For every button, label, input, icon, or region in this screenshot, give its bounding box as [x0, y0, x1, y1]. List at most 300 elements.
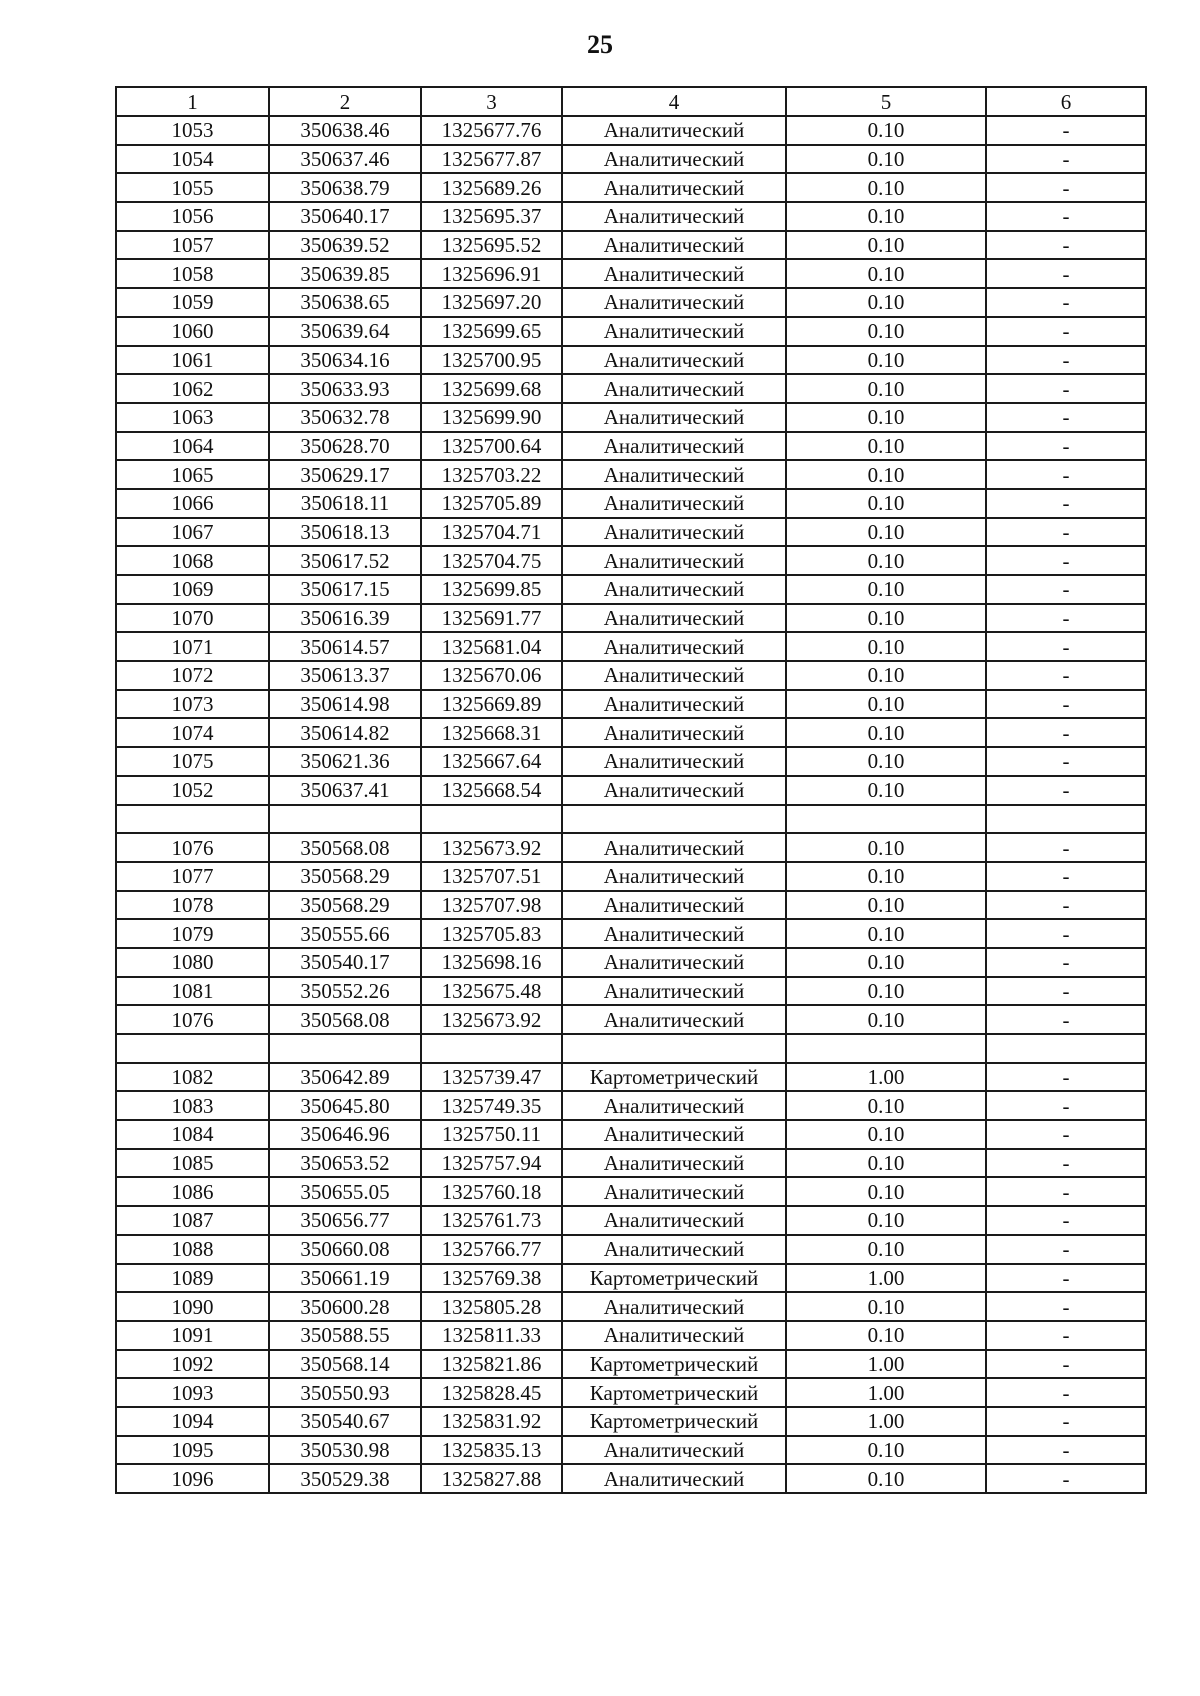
x-coordinate-cell: 350616.39 — [269, 604, 421, 633]
point-number-cell: 1073 — [116, 690, 269, 719]
method-cell: Аналитический — [562, 403, 786, 432]
x-coordinate-cell: 350639.64 — [269, 317, 421, 346]
note-cell: - — [986, 202, 1146, 231]
method-cell: Аналитический — [562, 661, 786, 690]
x-coordinate-cell: 350552.26 — [269, 977, 421, 1006]
column-header-1: 1 — [116, 87, 269, 116]
y-coordinate-cell: 1325696.91 — [421, 259, 562, 288]
accuracy-cell: 0.10 — [786, 718, 986, 747]
point-number-cell: 1084 — [116, 1120, 269, 1149]
method-cell: Аналитический — [562, 919, 786, 948]
x-coordinate-cell: 350655.05 — [269, 1177, 421, 1206]
y-coordinate-cell: 1325828.45 — [421, 1378, 562, 1407]
table-row — [116, 833, 1146, 862]
x-coordinate-cell: 350530.98 — [269, 1436, 421, 1465]
note-cell: - — [986, 1407, 1146, 1436]
note-cell: - — [986, 317, 1146, 346]
point-number-cell: 1087 — [116, 1206, 269, 1235]
point-number-cell: 1094 — [116, 1407, 269, 1436]
x-coordinate-cell: 350632.78 — [269, 403, 421, 432]
coordinates-table — [115, 86, 1147, 1494]
point-number-cell: 1086 — [116, 1177, 269, 1206]
y-coordinate-cell: 1325750.11 — [421, 1120, 562, 1149]
accuracy-cell: 1.00 — [786, 1378, 986, 1407]
point-number-cell: 1061 — [116, 346, 269, 375]
accuracy-cell: 0.10 — [786, 776, 986, 805]
method-cell: Аналитический — [562, 1177, 786, 1206]
point-number-cell: 1067 — [116, 518, 269, 547]
point-number-cell: 1090 — [116, 1292, 269, 1321]
method-cell: Аналитический — [562, 1292, 786, 1321]
table-row — [116, 1206, 1146, 1235]
y-coordinate-cell: 1325668.54 — [421, 776, 562, 805]
point-number-cell — [116, 1034, 269, 1063]
x-coordinate-cell: 350588.55 — [269, 1321, 421, 1350]
method-cell: Аналитический — [562, 202, 786, 231]
x-coordinate-cell: 350653.52 — [269, 1149, 421, 1178]
x-coordinate-cell: 350618.11 — [269, 489, 421, 518]
x-coordinate-cell: 350639.52 — [269, 231, 421, 260]
table-row — [116, 1436, 1146, 1465]
x-coordinate-cell: 350633.93 — [269, 374, 421, 403]
accuracy-cell: 0.10 — [786, 1436, 986, 1465]
table-row — [116, 632, 1146, 661]
point-number-cell: 1083 — [116, 1091, 269, 1120]
point-number-cell: 1093 — [116, 1378, 269, 1407]
x-coordinate-cell: 350568.14 — [269, 1350, 421, 1379]
table-row — [116, 1321, 1146, 1350]
x-coordinate-cell: 350637.46 — [269, 145, 421, 174]
accuracy-cell: 1.00 — [786, 1350, 986, 1379]
method-cell — [562, 1034, 786, 1063]
note-cell: - — [986, 632, 1146, 661]
y-coordinate-cell: 1325707.98 — [421, 891, 562, 920]
table-row — [116, 460, 1146, 489]
column-header-6: 6 — [986, 87, 1146, 116]
note-cell: - — [986, 661, 1146, 690]
y-coordinate-cell: 1325704.75 — [421, 546, 562, 575]
accuracy-cell: 0.10 — [786, 833, 986, 862]
x-coordinate-cell: 350637.41 — [269, 776, 421, 805]
method-cell: Аналитический — [562, 546, 786, 575]
x-coordinate-cell: 350618.13 — [269, 518, 421, 547]
method-cell: Аналитический — [562, 518, 786, 547]
method-cell: Аналитический — [562, 862, 786, 891]
table-row — [116, 891, 1146, 920]
accuracy-cell: 0.10 — [786, 460, 986, 489]
note-cell — [986, 805, 1146, 834]
table-row — [116, 259, 1146, 288]
accuracy-cell: 0.10 — [786, 604, 986, 633]
note-cell: - — [986, 718, 1146, 747]
method-cell: Аналитический — [562, 1436, 786, 1465]
y-coordinate-cell: 1325835.13 — [421, 1436, 562, 1465]
note-cell: - — [986, 1464, 1146, 1493]
x-coordinate-cell: 350600.28 — [269, 1292, 421, 1321]
table-row — [116, 1235, 1146, 1264]
y-coordinate-cell: 1325669.89 — [421, 690, 562, 719]
point-number-cell: 1089 — [116, 1264, 269, 1293]
point-number-cell: 1071 — [116, 632, 269, 661]
y-coordinate-cell: 1325805.28 — [421, 1292, 562, 1321]
method-cell: Аналитический — [562, 116, 786, 145]
accuracy-cell: 0.10 — [786, 259, 986, 288]
table-row — [116, 231, 1146, 260]
y-coordinate-cell: 1325700.95 — [421, 346, 562, 375]
note-cell: - — [986, 546, 1146, 575]
accuracy-cell: 0.10 — [786, 632, 986, 661]
method-cell: Картометрический — [562, 1063, 786, 1092]
note-cell: - — [986, 1235, 1146, 1264]
method-cell: Аналитический — [562, 1091, 786, 1120]
table-row — [116, 604, 1146, 633]
y-coordinate-cell: 1325760.18 — [421, 1177, 562, 1206]
table-row — [116, 1120, 1146, 1149]
note-cell: - — [986, 747, 1146, 776]
note-cell: - — [986, 1120, 1146, 1149]
accuracy-cell: 1.00 — [786, 1407, 986, 1436]
x-coordinate-cell: 350529.38 — [269, 1464, 421, 1493]
note-cell: - — [986, 1206, 1146, 1235]
method-cell: Аналитический — [562, 317, 786, 346]
x-coordinate-cell: 350614.82 — [269, 718, 421, 747]
table-row — [116, 575, 1146, 604]
y-coordinate-cell: 1325831.92 — [421, 1407, 562, 1436]
table-row — [116, 288, 1146, 317]
point-number-cell: 1078 — [116, 891, 269, 920]
y-coordinate-cell: 1325691.77 — [421, 604, 562, 633]
point-number-cell: 1058 — [116, 259, 269, 288]
point-number-cell: 1074 — [116, 718, 269, 747]
x-coordinate-cell: 350642.89 — [269, 1063, 421, 1092]
note-cell: - — [986, 948, 1146, 977]
x-coordinate-cell: 350638.46 — [269, 116, 421, 145]
y-coordinate-cell: 1325827.88 — [421, 1464, 562, 1493]
note-cell: - — [986, 518, 1146, 547]
point-number-cell: 1059 — [116, 288, 269, 317]
point-number-cell: 1070 — [116, 604, 269, 633]
method-cell: Аналитический — [562, 460, 786, 489]
note-cell: - — [986, 116, 1146, 145]
table-row — [116, 374, 1146, 403]
x-coordinate-cell: 350550.93 — [269, 1378, 421, 1407]
x-coordinate-cell: 350555.66 — [269, 919, 421, 948]
accuracy-cell: 0.10 — [786, 489, 986, 518]
note-cell: - — [986, 977, 1146, 1006]
method-cell: Аналитический — [562, 231, 786, 260]
accuracy-cell: 0.10 — [786, 518, 986, 547]
table-row — [116, 805, 1146, 834]
method-cell: Аналитический — [562, 173, 786, 202]
table-row — [116, 948, 1146, 977]
accuracy-cell — [786, 1034, 986, 1063]
y-coordinate-cell: 1325697.20 — [421, 288, 562, 317]
table-row — [116, 546, 1146, 575]
note-cell: - — [986, 259, 1146, 288]
y-coordinate-cell: 1325705.89 — [421, 489, 562, 518]
x-coordinate-cell: 350614.57 — [269, 632, 421, 661]
y-coordinate-cell — [421, 1034, 562, 1063]
y-coordinate-cell: 1325695.52 — [421, 231, 562, 260]
table-row — [116, 862, 1146, 891]
y-coordinate-cell: 1325675.48 — [421, 977, 562, 1006]
table-row — [116, 1407, 1146, 1436]
table-row — [116, 346, 1146, 375]
y-coordinate-cell: 1325699.85 — [421, 575, 562, 604]
y-coordinate-cell: 1325821.86 — [421, 1350, 562, 1379]
point-number-cell: 1056 — [116, 202, 269, 231]
y-coordinate-cell: 1325699.90 — [421, 403, 562, 432]
accuracy-cell — [786, 805, 986, 834]
x-coordinate-cell: 350617.52 — [269, 546, 421, 575]
table-row — [116, 403, 1146, 432]
accuracy-cell: 0.10 — [786, 403, 986, 432]
x-coordinate-cell: 350645.80 — [269, 1091, 421, 1120]
accuracy-cell: 0.10 — [786, 977, 986, 1006]
y-coordinate-cell: 1325668.31 — [421, 718, 562, 747]
table-row — [116, 661, 1146, 690]
point-number-cell: 1080 — [116, 948, 269, 977]
method-cell: Аналитический — [562, 145, 786, 174]
method-cell: Аналитический — [562, 977, 786, 1006]
y-coordinate-cell: 1325700.64 — [421, 432, 562, 461]
point-number-cell: 1076 — [116, 833, 269, 862]
point-number-cell: 1055 — [116, 173, 269, 202]
table-row — [116, 776, 1146, 805]
table-row — [116, 1063, 1146, 1092]
table-body — [116, 116, 1146, 1493]
point-number-cell: 1076 — [116, 1005, 269, 1034]
x-coordinate-cell: 350568.08 — [269, 833, 421, 862]
method-cell: Аналитический — [562, 1464, 786, 1493]
y-coordinate-cell: 1325698.16 — [421, 948, 562, 977]
table-row — [116, 1464, 1146, 1493]
accuracy-cell: 1.00 — [786, 1264, 986, 1293]
note-cell: - — [986, 145, 1146, 174]
point-number-cell: 1052 — [116, 776, 269, 805]
y-coordinate-cell: 1325703.22 — [421, 460, 562, 489]
x-coordinate-cell: 350629.17 — [269, 460, 421, 489]
x-coordinate-cell: 350638.65 — [269, 288, 421, 317]
x-coordinate-cell: 350568.29 — [269, 891, 421, 920]
method-cell: Аналитический — [562, 632, 786, 661]
y-coordinate-cell: 1325769.38 — [421, 1264, 562, 1293]
y-coordinate-cell: 1325699.65 — [421, 317, 562, 346]
accuracy-cell: 0.10 — [786, 948, 986, 977]
table-row — [116, 919, 1146, 948]
point-number-cell: 1053 — [116, 116, 269, 145]
method-cell: Аналитический — [562, 948, 786, 977]
column-header-2: 2 — [269, 87, 421, 116]
table-row — [116, 1378, 1146, 1407]
y-coordinate-cell: 1325670.06 — [421, 661, 562, 690]
accuracy-cell: 0.10 — [786, 1005, 986, 1034]
y-coordinate-cell: 1325677.76 — [421, 116, 562, 145]
y-coordinate-cell: 1325699.68 — [421, 374, 562, 403]
y-coordinate-cell — [421, 805, 562, 834]
method-cell: Картометрический — [562, 1350, 786, 1379]
method-cell: Аналитический — [562, 575, 786, 604]
method-cell: Аналитический — [562, 374, 786, 403]
accuracy-cell: 0.10 — [786, 231, 986, 260]
table-row — [116, 173, 1146, 202]
method-cell: Аналитический — [562, 833, 786, 862]
method-cell: Аналитический — [562, 288, 786, 317]
table-row — [116, 747, 1146, 776]
table-row — [116, 116, 1146, 145]
note-cell: - — [986, 833, 1146, 862]
point-number-cell: 1085 — [116, 1149, 269, 1178]
note-cell: - — [986, 173, 1146, 202]
y-coordinate-cell: 1325689.26 — [421, 173, 562, 202]
accuracy-cell: 0.10 — [786, 690, 986, 719]
note-cell: - — [986, 1264, 1146, 1293]
point-number-cell: 1065 — [116, 460, 269, 489]
note-cell: - — [986, 1149, 1146, 1178]
note-cell: - — [986, 288, 1146, 317]
table-row — [116, 518, 1146, 547]
note-cell: - — [986, 403, 1146, 432]
table-row — [116, 489, 1146, 518]
note-cell: - — [986, 1321, 1146, 1350]
point-number-cell: 1068 — [116, 546, 269, 575]
table-header-row — [116, 87, 1146, 116]
accuracy-cell: 0.10 — [786, 288, 986, 317]
accuracy-cell: 0.10 — [786, 173, 986, 202]
note-cell: - — [986, 346, 1146, 375]
point-number-cell: 1060 — [116, 317, 269, 346]
x-coordinate-cell: 350621.36 — [269, 747, 421, 776]
x-coordinate-cell: 350617.15 — [269, 575, 421, 604]
point-number-cell: 1096 — [116, 1464, 269, 1493]
y-coordinate-cell: 1325707.51 — [421, 862, 562, 891]
accuracy-cell: 0.10 — [786, 1292, 986, 1321]
y-coordinate-cell: 1325705.83 — [421, 919, 562, 948]
x-coordinate-cell: 350568.08 — [269, 1005, 421, 1034]
note-cell: - — [986, 1177, 1146, 1206]
accuracy-cell: 0.10 — [786, 661, 986, 690]
note-cell: - — [986, 489, 1146, 518]
accuracy-cell: 0.10 — [786, 1235, 986, 1264]
point-number-cell: 1054 — [116, 145, 269, 174]
method-cell: Картометрический — [562, 1378, 786, 1407]
method-cell: Картометрический — [562, 1264, 786, 1293]
x-coordinate-cell: 350640.17 — [269, 202, 421, 231]
note-cell: - — [986, 374, 1146, 403]
accuracy-cell: 0.10 — [786, 432, 986, 461]
table-row — [116, 1005, 1146, 1034]
table-row — [116, 1034, 1146, 1063]
x-coordinate-cell — [269, 805, 421, 834]
table-row — [116, 1091, 1146, 1120]
note-cell: - — [986, 1005, 1146, 1034]
note-cell: - — [986, 1378, 1146, 1407]
y-coordinate-cell: 1325761.73 — [421, 1206, 562, 1235]
point-number-cell: 1081 — [116, 977, 269, 1006]
accuracy-cell: 0.10 — [786, 919, 986, 948]
accuracy-cell: 0.10 — [786, 317, 986, 346]
table-row — [116, 432, 1146, 461]
accuracy-cell: 0.10 — [786, 1149, 986, 1178]
point-number-cell: 1066 — [116, 489, 269, 518]
note-cell: - — [986, 919, 1146, 948]
accuracy-cell: 0.10 — [786, 202, 986, 231]
x-coordinate-cell — [269, 1034, 421, 1063]
point-number-cell: 1057 — [116, 231, 269, 260]
method-cell — [562, 805, 786, 834]
accuracy-cell: 0.10 — [786, 1177, 986, 1206]
point-number-cell: 1063 — [116, 403, 269, 432]
accuracy-cell: 0.10 — [786, 1321, 986, 1350]
point-number-cell: 1069 — [116, 575, 269, 604]
method-cell: Аналитический — [562, 259, 786, 288]
note-cell: - — [986, 1436, 1146, 1465]
method-cell: Аналитический — [562, 604, 786, 633]
method-cell: Аналитический — [562, 1149, 786, 1178]
y-coordinate-cell: 1325739.47 — [421, 1063, 562, 1092]
method-cell: Аналитический — [562, 1235, 786, 1264]
method-cell: Аналитический — [562, 776, 786, 805]
x-coordinate-cell: 350646.96 — [269, 1120, 421, 1149]
table-row — [116, 1177, 1146, 1206]
point-number-cell: 1091 — [116, 1321, 269, 1350]
column-header-5: 5 — [786, 87, 986, 116]
method-cell: Аналитический — [562, 432, 786, 461]
y-coordinate-cell: 1325811.33 — [421, 1321, 562, 1350]
method-cell: Аналитический — [562, 1005, 786, 1034]
table-row — [116, 1264, 1146, 1293]
y-coordinate-cell: 1325757.94 — [421, 1149, 562, 1178]
column-header-3: 3 — [421, 87, 562, 116]
y-coordinate-cell: 1325695.37 — [421, 202, 562, 231]
accuracy-cell: 0.10 — [786, 374, 986, 403]
note-cell: - — [986, 460, 1146, 489]
method-cell: Аналитический — [562, 718, 786, 747]
y-coordinate-cell: 1325704.71 — [421, 518, 562, 547]
point-number-cell — [116, 805, 269, 834]
point-number-cell: 1079 — [116, 919, 269, 948]
method-cell: Аналитический — [562, 1120, 786, 1149]
accuracy-cell: 0.10 — [786, 1206, 986, 1235]
accuracy-cell: 0.10 — [786, 546, 986, 575]
note-cell: - — [986, 432, 1146, 461]
y-coordinate-cell: 1325673.92 — [421, 1005, 562, 1034]
page-number: 25 — [587, 30, 613, 59]
note-cell: - — [986, 1292, 1146, 1321]
x-coordinate-cell: 350613.37 — [269, 661, 421, 690]
table-row — [116, 1149, 1146, 1178]
x-coordinate-cell: 350540.17 — [269, 948, 421, 977]
point-number-cell: 1062 — [116, 374, 269, 403]
point-number-cell: 1082 — [116, 1063, 269, 1092]
method-cell: Аналитический — [562, 489, 786, 518]
table-row — [116, 317, 1146, 346]
y-coordinate-cell: 1325749.35 — [421, 1091, 562, 1120]
y-coordinate-cell: 1325681.04 — [421, 632, 562, 661]
table-row — [116, 202, 1146, 231]
note-cell: - — [986, 690, 1146, 719]
accuracy-cell: 0.10 — [786, 747, 986, 776]
table-row — [116, 1292, 1146, 1321]
method-cell: Аналитический — [562, 690, 786, 719]
point-number-cell: 1088 — [116, 1235, 269, 1264]
method-cell: Аналитический — [562, 346, 786, 375]
accuracy-cell: 0.10 — [786, 116, 986, 145]
y-coordinate-cell: 1325673.92 — [421, 833, 562, 862]
point-number-cell: 1064 — [116, 432, 269, 461]
y-coordinate-cell: 1325766.77 — [421, 1235, 562, 1264]
note-cell: - — [986, 862, 1146, 891]
